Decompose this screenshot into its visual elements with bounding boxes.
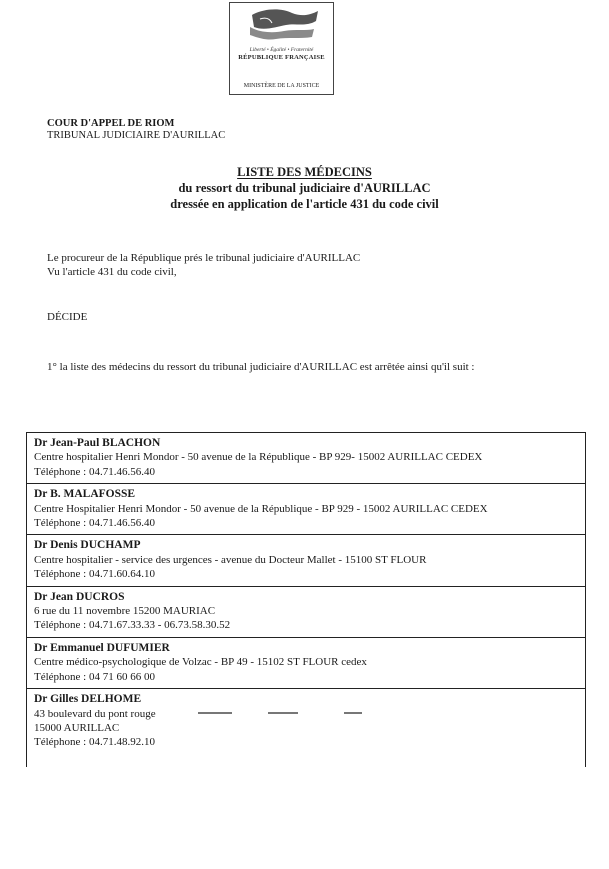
doctor-phone: Téléphone : 04.71.67.33.33 - 06.73.58.30.52	[34, 619, 231, 632]
doctor-phone: Téléphone : 04 71 60 66 00	[34, 670, 155, 683]
intro-paragraph	[47, 251, 360, 279]
doctor-entry	[27, 689, 585, 767]
scan-mark	[344, 712, 362, 714]
doctor-entry	[27, 484, 585, 535]
doctor-address: Centre Hospitalier Henri Mondor - 50 avenue de la République - BP 929 - 15002 AURILLAC CEDEX	[34, 502, 488, 515]
doctor-address: Centre médico-psychologique de Volzac - BP 49 - 15102 ST FLOUR cedex	[34, 656, 367, 669]
doctor-entry	[27, 638, 585, 689]
doctor-name: Dr Gilles DELHOME	[34, 693, 142, 706]
doctor-address: 6 rue du 11 novembre 15200 MAURIAC	[34, 605, 216, 618]
intro-line-2: Vu l'article 431 du code civil,	[47, 266, 177, 278]
document-title	[60, 164, 549, 212]
logo-ministry: MINISTÈRE DE LA JUSTICE	[243, 83, 320, 89]
doctor-entry	[27, 535, 585, 586]
doctor-phone: Téléphone : 04.71.48.92.10	[34, 736, 155, 749]
doctor-phone: Téléphone : 04.71.46.56.40	[34, 517, 155, 530]
doctor-name: Dr B. MALAFOSSE	[34, 488, 136, 501]
court-name: COUR D'APPEL DE RIOM	[47, 118, 175, 129]
doctor-name: Dr Emmanuel DUFUMIER	[34, 641, 170, 654]
title-subtitle-1: du ressort du tribunal judiciaire d'AURILLAC	[178, 181, 431, 195]
article-paragraph: 1° la liste des médecins du ressort du tribunal judiciaire d'AURILLAC est arrêtée ainsi qu'il suit :	[47, 361, 475, 373]
intro-line-1: Le procureur de la République prés le tribunal judiciaire d'AURILLAC	[47, 252, 361, 264]
marianne-emblem-icon	[240, 7, 324, 45]
scan-mark	[198, 712, 232, 714]
doctor-list	[26, 432, 586, 767]
logo-devise: Liberté • Égalité • Fraternité	[249, 47, 314, 53]
tribunal-name: TRIBUNAL JUDICIAIRE D'AURILLAC	[47, 130, 226, 141]
doctor-entry	[27, 587, 585, 638]
doctor-name: Dr Jean-Paul BLACHON	[34, 437, 161, 449]
doctor-phone: Téléphone : 04.71.46.56.40	[34, 465, 155, 478]
doctor-name: Dr Denis DUCHAMP	[34, 539, 141, 552]
doctor-phone: Téléphone : 04.71.60.64.10	[34, 568, 155, 581]
doctor-entry	[27, 433, 585, 484]
scan-mark	[268, 712, 298, 714]
doctor-address: 15000 AURILLAC	[34, 721, 120, 734]
title-main: LISTE DES MÉDECINS	[237, 165, 372, 179]
doctor-address: Centre hospitalier Henri Mondor - 50 avenue de la République - BP 929- 15002 AURILLAC CEDEX	[34, 451, 483, 464]
ministry-logo	[229, 2, 334, 95]
doctor-address: 43 boulevard du pont rouge	[34, 707, 156, 720]
title-subtitle-2: dressée en application de l'article 431 du code civil	[170, 197, 439, 211]
logo-republique: RÉPUBLIQUE FRANÇAISE	[238, 54, 325, 61]
doctor-address: Centre hospitalier - service des urgences - avenue du Docteur Mallet - 15100 ST FLOUR	[34, 553, 427, 566]
court-header	[47, 118, 225, 142]
decide-heading: DÉCIDE	[47, 311, 88, 323]
doctor-name: Dr Jean DUCROS	[34, 590, 125, 603]
